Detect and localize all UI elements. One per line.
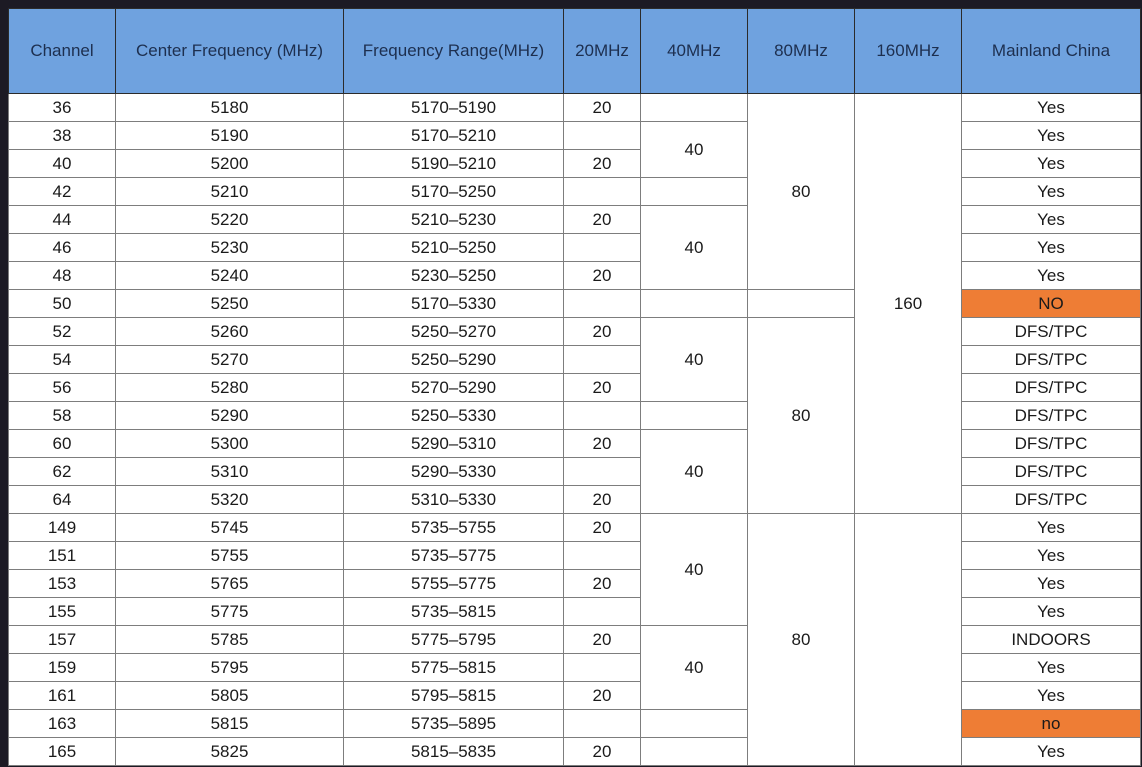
center-frequency-cell: 5280: [116, 374, 344, 402]
channel-cell: 54: [9, 346, 116, 374]
channel-cell: 155: [9, 598, 116, 626]
width-20mhz-cell: [564, 234, 641, 262]
frequency-range-cell: 5735–5815: [344, 598, 564, 626]
center-frequency-cell: 5745: [116, 514, 344, 542]
width-20mhz-cell: [564, 710, 641, 738]
table-row: [9, 486, 1141, 514]
mainland-china-cell: NO: [962, 290, 1141, 318]
width-160mhz-cell: [855, 514, 962, 766]
width-40mhz-cell: 40: [641, 626, 748, 710]
width-20mhz-cell: [564, 290, 641, 318]
width-80mhz-cell: 80: [748, 514, 855, 766]
table-row: [9, 346, 1141, 374]
channel-cell: 42: [9, 178, 116, 206]
frequency-range-cell: 5170–5190: [344, 94, 564, 122]
table-row: [9, 94, 1141, 122]
width-20mhz-cell: [564, 178, 641, 206]
table-row: [9, 514, 1141, 542]
mainland-china-cell: DFS/TPC: [962, 318, 1141, 346]
channel-cell: 159: [9, 654, 116, 682]
width-40mhz-cell: 40: [641, 430, 748, 514]
channel-cell: 163: [9, 710, 116, 738]
width-20mhz-cell: 20: [564, 430, 641, 458]
center-frequency-cell: 5240: [116, 262, 344, 290]
header-20mhz: 20MHz: [564, 9, 641, 94]
frequency-range-cell: 5250–5330: [344, 402, 564, 430]
table-row: [9, 402, 1141, 430]
header-80mhz: 80MHz: [748, 9, 855, 94]
frequency-range-cell: 5230–5250: [344, 262, 564, 290]
mainland-china-cell: Yes: [962, 570, 1141, 598]
frequency-range-cell: 5270–5290: [344, 374, 564, 402]
mainland-china-cell: no: [962, 710, 1141, 738]
header-mainland-china: Mainland China: [962, 9, 1141, 94]
table-row: [9, 122, 1141, 150]
width-80mhz-cell: 80: [748, 94, 855, 290]
frequency-range-cell: 5815–5835: [344, 738, 564, 766]
width-20mhz-cell: 20: [564, 738, 641, 766]
center-frequency-cell: 5320: [116, 486, 344, 514]
frequency-range-cell: 5170–5330: [344, 290, 564, 318]
frequency-range-cell: 5250–5290: [344, 346, 564, 374]
channel-cell: 46: [9, 234, 116, 262]
table-row: [9, 262, 1141, 290]
header-40mhz: 40MHz: [641, 9, 748, 94]
width-20mhz-cell: 20: [564, 626, 641, 654]
width-40mhz-cell: [641, 402, 748, 430]
width-20mhz-cell: [564, 542, 641, 570]
width-20mhz-cell: 20: [564, 262, 641, 290]
frequency-range-cell: 5290–5330: [344, 458, 564, 486]
frequency-range-cell: 5735–5755: [344, 514, 564, 542]
center-frequency-cell: 5765: [116, 570, 344, 598]
header-center-frequency: Center Frequency (MHz): [116, 9, 344, 94]
width-40mhz-cell: 40: [641, 122, 748, 178]
mainland-china-cell: Yes: [962, 654, 1141, 682]
table-row: [9, 738, 1141, 766]
frequency-table-frame: [8, 8, 1140, 765]
width-20mhz-cell: 20: [564, 486, 641, 514]
frequency-range-cell: 5170–5210: [344, 122, 564, 150]
channel-cell: 64: [9, 486, 116, 514]
mainland-china-cell: Yes: [962, 178, 1141, 206]
table-row: [9, 290, 1141, 318]
frequency-range-cell: 5775–5795: [344, 626, 564, 654]
frequency-range-cell: 5290–5310: [344, 430, 564, 458]
channel-cell: 165: [9, 738, 116, 766]
table-row: [9, 654, 1141, 682]
header-channel: Channel: [9, 9, 116, 94]
frequency-range-cell: 5795–5815: [344, 682, 564, 710]
mainland-china-cell: Yes: [962, 514, 1141, 542]
mainland-china-cell: Yes: [962, 542, 1141, 570]
header-row: [9, 9, 1141, 94]
table-row: [9, 458, 1141, 486]
table-row: [9, 626, 1141, 654]
table-row: [9, 206, 1141, 234]
width-40mhz-cell: 40: [641, 206, 748, 290]
center-frequency-cell: 5180: [116, 94, 344, 122]
frequency-range-cell: 5190–5210: [344, 150, 564, 178]
channel-cell: 157: [9, 626, 116, 654]
center-frequency-cell: 5825: [116, 738, 344, 766]
channel-cell: 153: [9, 570, 116, 598]
channel-cell: 151: [9, 542, 116, 570]
frequency-range-cell: 5250–5270: [344, 318, 564, 346]
channel-cell: 56: [9, 374, 116, 402]
center-frequency-cell: 5755: [116, 542, 344, 570]
width-20mhz-cell: 20: [564, 374, 641, 402]
width-20mhz-cell: [564, 402, 641, 430]
center-frequency-cell: 5795: [116, 654, 344, 682]
mainland-china-cell: Yes: [962, 598, 1141, 626]
width-20mhz-cell: [564, 122, 641, 150]
width-40mhz-cell: [641, 738, 748, 766]
table-row: [9, 430, 1141, 458]
center-frequency-cell: 5220: [116, 206, 344, 234]
width-20mhz-cell: 20: [564, 206, 641, 234]
channel-cell: 50: [9, 290, 116, 318]
channel-cell: 40: [9, 150, 116, 178]
channel-cell: 52: [9, 318, 116, 346]
mainland-china-cell: Yes: [962, 150, 1141, 178]
center-frequency-cell: 5200: [116, 150, 344, 178]
header-160mhz: 160MHz: [855, 9, 962, 94]
width-40mhz-cell: [641, 710, 748, 738]
width-20mhz-cell: [564, 654, 641, 682]
center-frequency-cell: 5250: [116, 290, 344, 318]
table-row: [9, 318, 1141, 346]
mainland-china-cell: INDOORS: [962, 626, 1141, 654]
width-20mhz-cell: [564, 346, 641, 374]
center-frequency-cell: 5310: [116, 458, 344, 486]
frequency-range-cell: 5755–5775: [344, 570, 564, 598]
center-frequency-cell: 5815: [116, 710, 344, 738]
width-20mhz-cell: 20: [564, 570, 641, 598]
mainland-china-cell: DFS/TPC: [962, 430, 1141, 458]
channel-cell: 62: [9, 458, 116, 486]
mainland-china-cell: Yes: [962, 682, 1141, 710]
channel-cell: 161: [9, 682, 116, 710]
center-frequency-cell: 5775: [116, 598, 344, 626]
header-frequency-range: Frequency Range(MHz): [344, 9, 564, 94]
width-40mhz-cell: 40: [641, 514, 748, 626]
channel-cell: 48: [9, 262, 116, 290]
mainland-china-cell: Yes: [962, 122, 1141, 150]
center-frequency-cell: 5785: [116, 626, 344, 654]
channel-cell: 60: [9, 430, 116, 458]
table-row: [9, 570, 1141, 598]
channel-cell: 38: [9, 122, 116, 150]
center-frequency-cell: 5260: [116, 318, 344, 346]
frequency-range-cell: 5210–5250: [344, 234, 564, 262]
width-20mhz-cell: 20: [564, 514, 641, 542]
center-frequency-cell: 5190: [116, 122, 344, 150]
mainland-china-cell: Yes: [962, 738, 1141, 766]
width-160mhz-cell: 160: [855, 94, 962, 514]
frequency-range-cell: 5735–5895: [344, 710, 564, 738]
frequency-range-cell: 5310–5330: [344, 486, 564, 514]
width-80mhz-cell: 80: [748, 318, 855, 514]
table-row: [9, 178, 1141, 206]
center-frequency-cell: 5210: [116, 178, 344, 206]
frequency-range-cell: 5210–5230: [344, 206, 564, 234]
table-row: [9, 710, 1141, 738]
width-20mhz-cell: 20: [564, 94, 641, 122]
table-row: [9, 150, 1141, 178]
table-row: [9, 374, 1141, 402]
width-40mhz-cell: 40: [641, 318, 748, 402]
width-40mhz-cell: [641, 290, 748, 318]
width-20mhz-cell: [564, 598, 641, 626]
mainland-china-cell: Yes: [962, 234, 1141, 262]
center-frequency-cell: 5300: [116, 430, 344, 458]
width-20mhz-cell: [564, 458, 641, 486]
mainland-china-cell: DFS/TPC: [962, 402, 1141, 430]
center-frequency-cell: 5290: [116, 402, 344, 430]
channel-cell: 58: [9, 402, 116, 430]
mainland-china-cell: Yes: [962, 94, 1141, 122]
channel-frequency-table: [8, 8, 1141, 766]
mainland-china-cell: DFS/TPC: [962, 486, 1141, 514]
mainland-china-cell: Yes: [962, 206, 1141, 234]
table-row: [9, 234, 1141, 262]
width-20mhz-cell: 20: [564, 150, 641, 178]
width-80mhz-cell: [748, 290, 855, 318]
frequency-range-cell: 5775–5815: [344, 654, 564, 682]
width-40mhz-cell: [641, 94, 748, 122]
mainland-china-cell: DFS/TPC: [962, 374, 1141, 402]
frequency-range-cell: 5170–5250: [344, 178, 564, 206]
frequency-range-cell: 5735–5775: [344, 542, 564, 570]
channel-cell: 149: [9, 514, 116, 542]
center-frequency-cell: 5805: [116, 682, 344, 710]
table-row: [9, 542, 1141, 570]
table-row: [9, 598, 1141, 626]
center-frequency-cell: 5270: [116, 346, 344, 374]
channel-cell: 44: [9, 206, 116, 234]
channel-cell: 36: [9, 94, 116, 122]
mainland-china-cell: Yes: [962, 262, 1141, 290]
mainland-china-cell: DFS/TPC: [962, 346, 1141, 374]
width-20mhz-cell: 20: [564, 682, 641, 710]
table-row: [9, 682, 1141, 710]
table-body: [9, 94, 1141, 766]
width-20mhz-cell: 20: [564, 318, 641, 346]
mainland-china-cell: DFS/TPC: [962, 458, 1141, 486]
center-frequency-cell: 5230: [116, 234, 344, 262]
width-40mhz-cell: [641, 178, 748, 206]
